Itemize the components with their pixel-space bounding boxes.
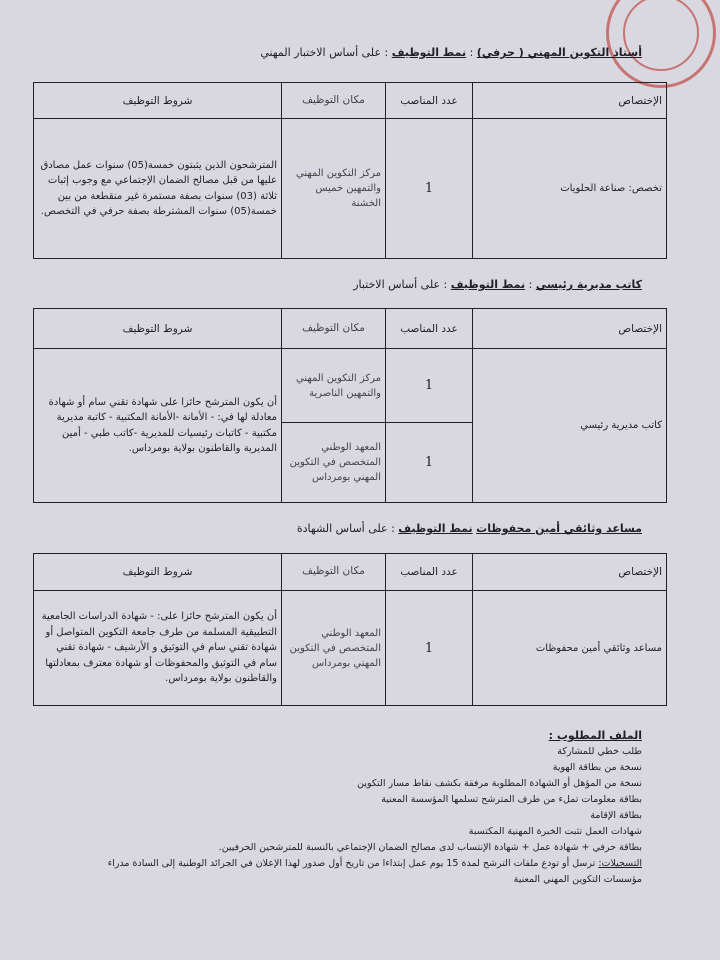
place-cell: المعهد الوطني المتخصص في التكوين المهني بومرداس xyxy=(282,591,386,706)
table-row xyxy=(34,349,667,423)
required-documents xyxy=(108,728,642,888)
section1-title: أستاذ التكوين المهني ( حرفي) : نمط التوظيف : على أساس الاختبار المهني xyxy=(260,46,642,59)
mode-label: نمط التوظيف xyxy=(450,278,526,291)
table-section1 xyxy=(33,82,667,259)
list-item: نسخة من بطاقة الهوية xyxy=(552,762,642,773)
header-conditions: شروط التوظيف xyxy=(34,309,282,349)
header-specialty: الإختصاص xyxy=(473,309,667,349)
header-place: مكان التوظيف xyxy=(282,309,386,349)
count-cell: 1 xyxy=(386,423,473,503)
job-title: مساعد وثائقي أمين محفوظات xyxy=(476,522,642,535)
header-conditions: شروط التوظيف xyxy=(34,83,282,119)
list-item: شهادات العمل تثبت الخبرة المهنية المكتسبة xyxy=(468,826,642,837)
header-place: مكان التوظيف xyxy=(282,554,386,591)
job-title: كاتب مديرية رئيسي xyxy=(535,278,642,291)
section2-title: كاتب مديرية رئيسي : نمط التوظيف : على أساس الاختبار xyxy=(353,278,642,291)
documents-heading: الملف المطلوب : xyxy=(548,729,642,742)
table-row xyxy=(34,119,667,259)
count-cell: 1 xyxy=(386,119,473,259)
registration-text: ترسل أو تودع ملفات الترشح لمدة 15 يوم عمل إبتداءا من تاريخ أول صدور لهذا الإعلان في الجرائد الوطنية إلى السادة مدراء xyxy=(107,858,596,869)
header-specialty: الإختصاص xyxy=(473,554,667,591)
mode-label: نمط التوظيف xyxy=(391,46,467,59)
table-section2 xyxy=(33,308,667,503)
registration-text-continued: مؤسسات التكوين المهني المعنية xyxy=(513,874,642,885)
list-item: بطاقة الإقامة xyxy=(590,810,642,821)
conditions-cell: أن يكون المترشح حائزا على: - شهادة الدراسات الجامعية التطبيقية المسلمة من طرف جامعة التكوين المتواصل أو شهادة تقني سام في التوثيق و الأرشيف - شهادة تقني سام في التوثيق والمحفوظات أو شهادة معترف بمعادلتها والقاطنون بولاية بومرداس. xyxy=(34,591,282,706)
list-item: نسخة من المؤهل أو الشهادة المطلوبة مرفقة بكشف نقاط مسار التكوين xyxy=(357,778,642,789)
mode-label: نمط التوظيف xyxy=(398,522,473,535)
conditions-cell: أن يكون المترشح حائزا على شهادة تقني سام أو شهادة معادلة لها في: - الأمانة -الأمانة المكتبية - كاتبة مديرية مكتبية - كاتبات رئيسيات للمديرية -كاتب طبي - أمين المديرية والقاطنون بولاية بومرداس. xyxy=(34,349,282,503)
mode-value: على أساس الاختبار xyxy=(353,278,441,291)
header-count: عدد المناصب xyxy=(386,309,473,349)
section3-title: مساعد وثائقي أمين محفوظات نمط التوظيف : على أساس الشهادة xyxy=(296,522,642,535)
header-place: مكان التوظيف xyxy=(282,83,386,119)
registration-label: التسجيلات: xyxy=(598,858,642,869)
specialty-cell: كاتب مديرية رئيسي xyxy=(473,349,667,503)
conditions-cell: المترشحون الذين يثبتون خمسة(05) سنوات عمل مصادق عليها من قبل مصالح الضمان الإجتماعي مع وجوب إثبات ثلاثة (03) سنوات بصفة مستمرة غير منقطعة من بين خمسة(05) سنوات المشترطة بصفة حرفي في التخصص. xyxy=(34,119,282,259)
specialty-cell: مساعد وثائقي أمين محفوظات xyxy=(473,591,667,706)
count-cell: 1 xyxy=(386,349,473,423)
table-row xyxy=(34,591,667,706)
count-cell: 1 xyxy=(386,591,473,706)
list-item: بطاقة حرفي + شهادة عمل + شهادة الإنتساب لدى مصالح الضمان الإجتماعي بالنسبة للمترشحين الحرفيين. xyxy=(218,842,642,853)
header-conditions: شروط التوظيف xyxy=(34,554,282,591)
place-cell: مركز التكوين المهني والتمهين الناصرية xyxy=(282,349,386,423)
job-title: أستاذ التكوين المهني ( حرفي) xyxy=(476,46,642,59)
specialty-cell: تخصص: صناعة الحلويات xyxy=(473,119,667,259)
header-specialty: الإختصاص xyxy=(473,83,667,119)
mode-value: على أساس الشهادة xyxy=(296,522,388,535)
list-item: بطاقة معلومات تملء من طرف المترشح تسلمها المؤسسة المعنية xyxy=(381,794,642,805)
official-stamp xyxy=(606,0,716,88)
header-count: عدد المناصب xyxy=(386,83,473,119)
list-item: طلب خطي للمشاركة xyxy=(557,746,642,757)
place-cell: المعهد الوطني المتخصص في التكوين المهني بومرداس xyxy=(282,423,386,503)
header-count: عدد المناصب xyxy=(386,554,473,591)
place-cell: مركز التكوين المهني والتمهين خميس الخشنة xyxy=(282,119,386,259)
table-section3 xyxy=(33,553,667,706)
mode-value: على أساس الاختبار المهني xyxy=(260,46,382,59)
